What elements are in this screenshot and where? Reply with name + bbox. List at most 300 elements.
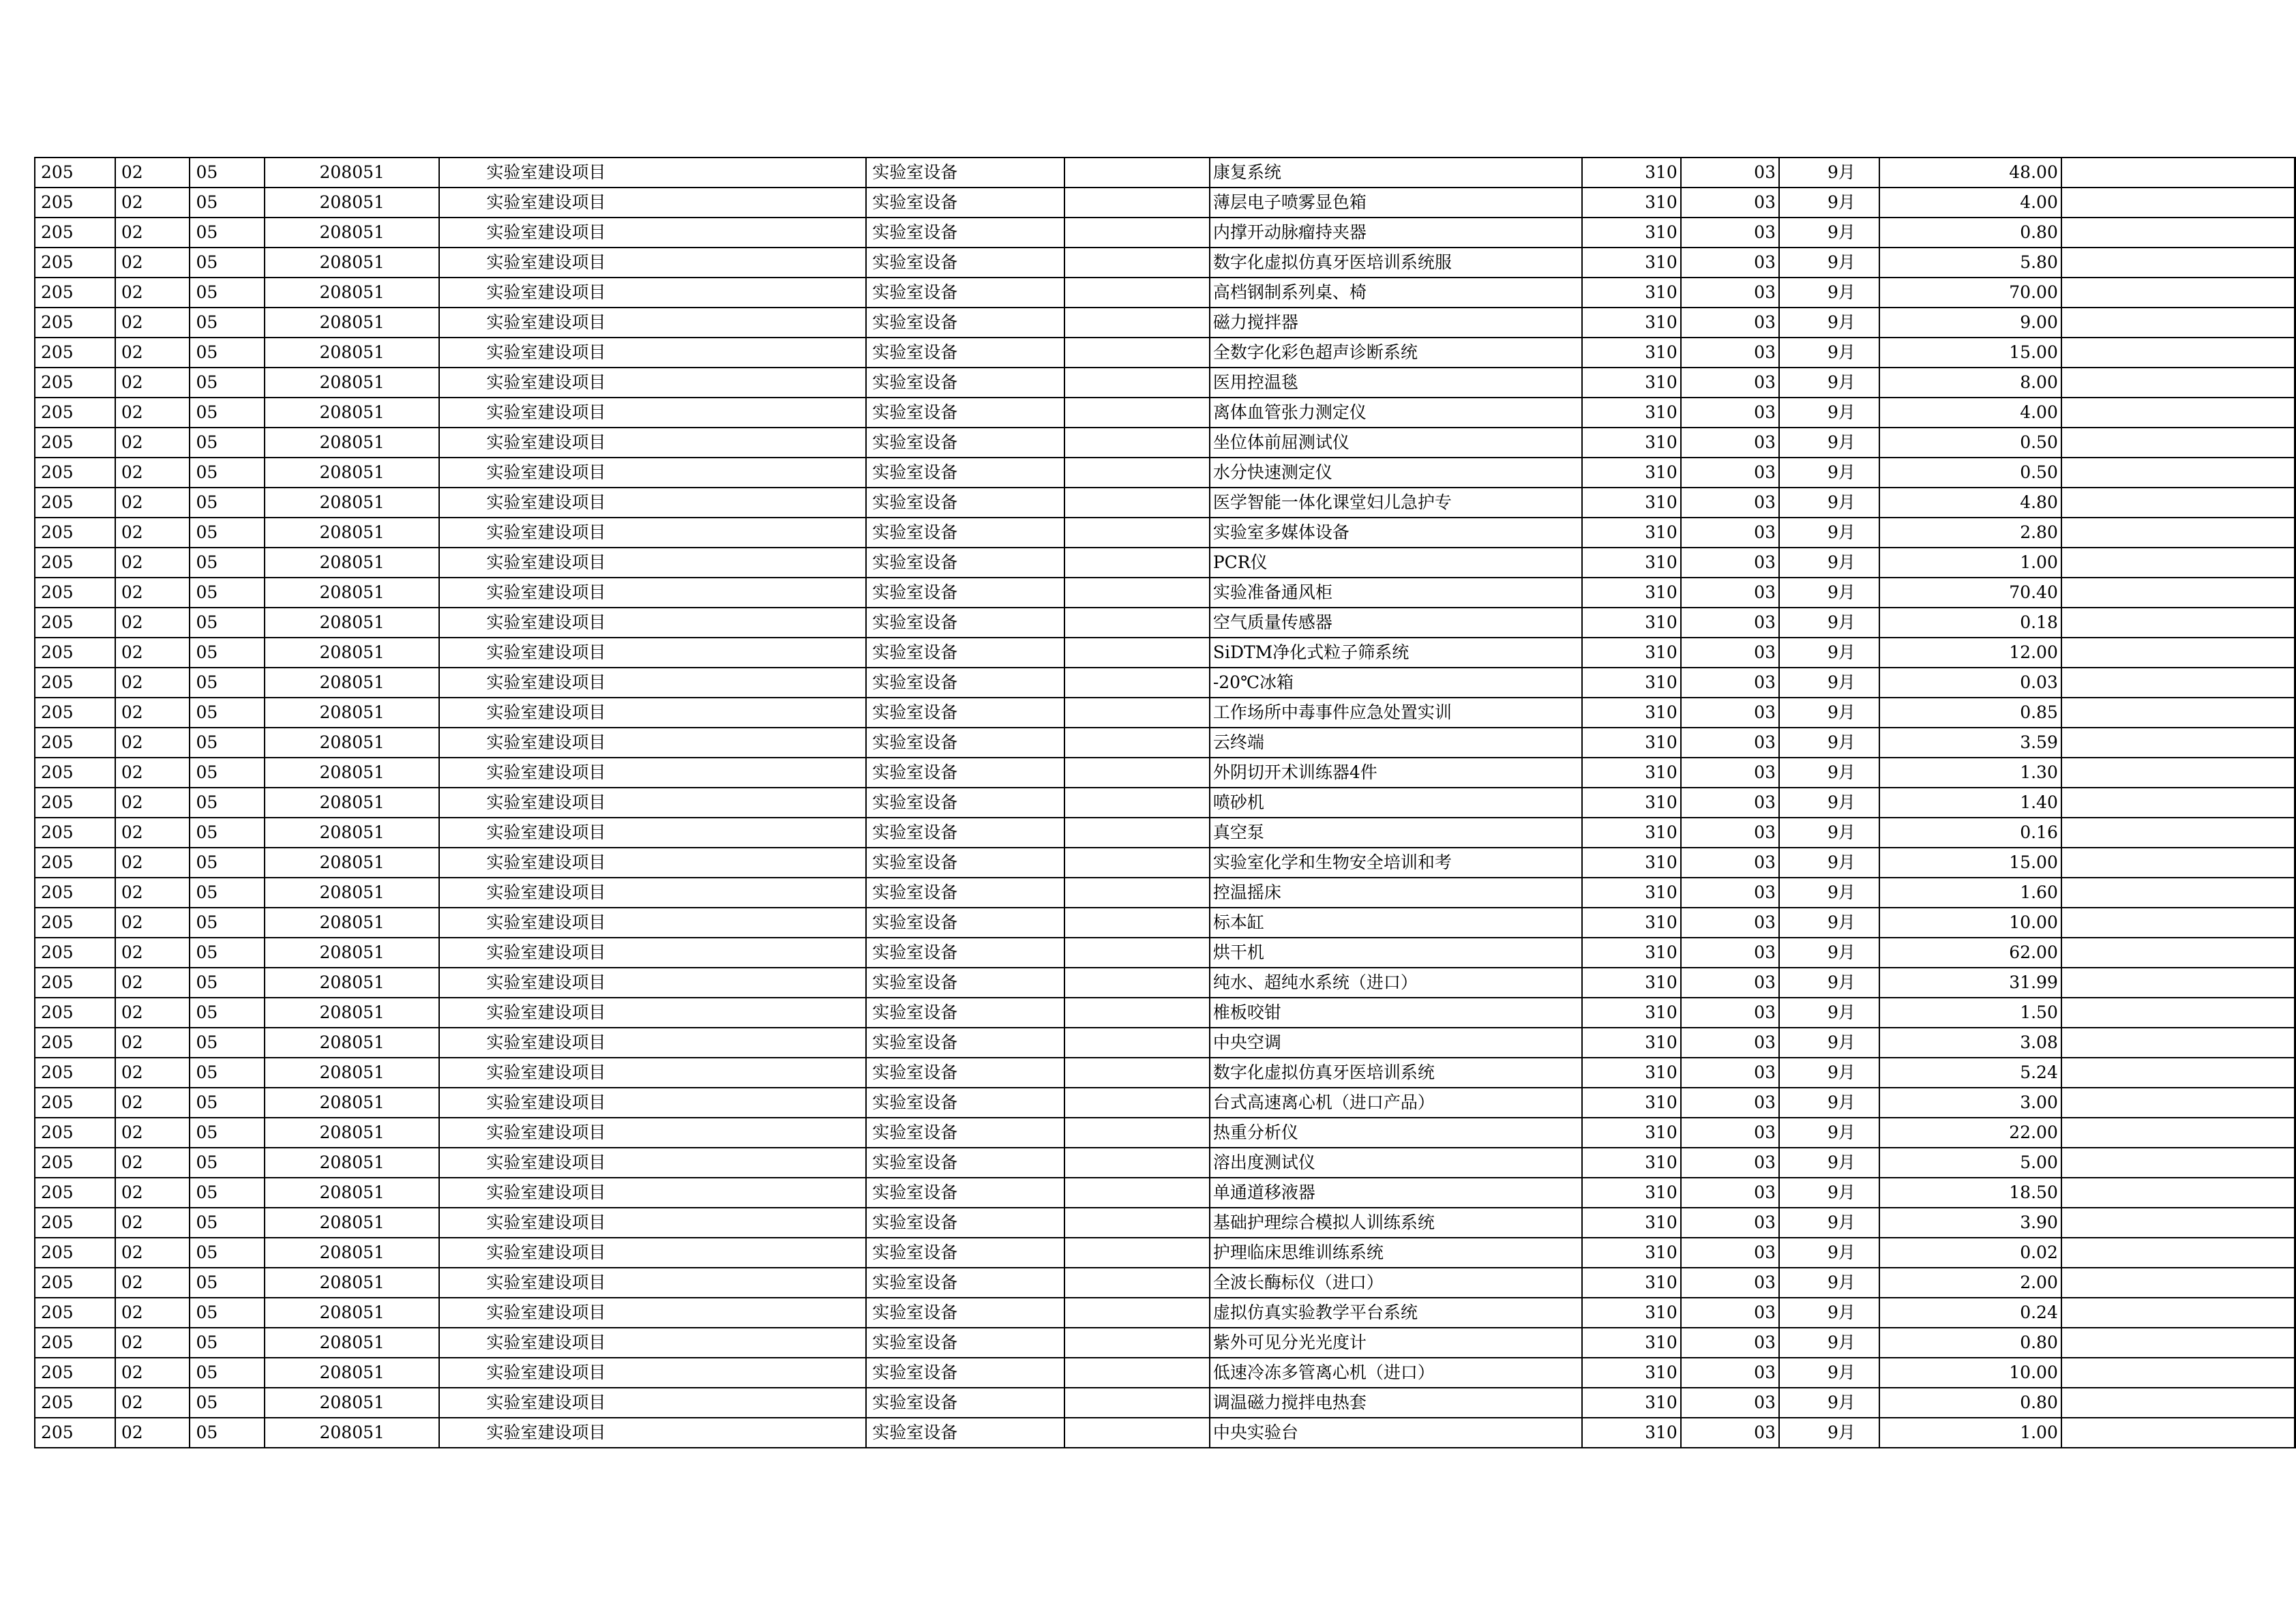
econ-sub-code-cell: 03: [1681, 1058, 1779, 1088]
item-code-cell: 05: [190, 1388, 265, 1418]
econ-sub-code-cell: 03: [1681, 1268, 1779, 1298]
econ-code-cell: 310: [1582, 1328, 1681, 1358]
spill-col-cell: [1455, 758, 1582, 788]
class-code-cell: 205: [35, 398, 115, 428]
table-row: [35, 1268, 2295, 1298]
spill-col-cell: [1455, 1148, 1582, 1178]
project-name-cell: 实验室建设项目: [439, 638, 866, 668]
class-code-cell: 205: [35, 758, 115, 788]
project-name-cell: 实验室建设项目: [439, 1148, 866, 1178]
equipment-name-cell: 实验室化学和生物安全培训和考: [1210, 848, 1455, 878]
equipment-name-cell: 全波长酶标仪（进口）: [1210, 1268, 1455, 1298]
table-row: [35, 758, 2295, 788]
econ-code-cell: 310: [1582, 218, 1681, 248]
econ-sub-code-cell: 03: [1681, 578, 1779, 608]
project-name-cell: 实验室建设项目: [439, 728, 866, 758]
remark-cell: [2061, 608, 2295, 638]
item-code-cell: 05: [190, 668, 265, 698]
blank-col-cell: [1064, 1418, 1209, 1448]
table-row: [35, 908, 2295, 938]
econ-sub-code-cell: 03: [1681, 818, 1779, 848]
blank-col-cell: [1064, 818, 1209, 848]
type-code-cell: 02: [115, 488, 190, 518]
type-code-cell: 02: [115, 728, 190, 758]
amount-cell: 8.00: [1879, 368, 2061, 398]
type-code-cell: 02: [115, 818, 190, 848]
project-name-cell: 实验室建设项目: [439, 1418, 866, 1448]
type-code-cell: 02: [115, 878, 190, 908]
econ-code-cell: 310: [1582, 998, 1681, 1028]
project-name-cell: 实验室建设项目: [439, 1298, 866, 1328]
table-row: [35, 248, 2295, 278]
econ-sub-code-cell: 03: [1681, 218, 1779, 248]
econ-sub-code-cell: 03: [1681, 1118, 1779, 1148]
class-code-cell: 205: [35, 1388, 115, 1418]
item-code-cell: 05: [190, 1028, 265, 1058]
amount-cell: 15.00: [1879, 338, 2061, 368]
item-code-cell: 05: [190, 458, 265, 488]
remark-cell: [2061, 548, 2295, 578]
econ-sub-code-cell: 03: [1681, 548, 1779, 578]
type-code-cell: 02: [115, 1328, 190, 1358]
remark-cell: [2061, 1388, 2295, 1418]
table-row: [35, 428, 2295, 458]
amount-cell: 31.99: [1879, 968, 2061, 998]
econ-code-cell: 310: [1582, 1388, 1681, 1418]
item-code-cell: 05: [190, 548, 265, 578]
spill-col-cell: [1455, 638, 1582, 668]
subject-code-cell: 208051: [265, 1328, 439, 1358]
category-cell: 实验室设备: [866, 218, 1064, 248]
amount-cell: 1.50: [1879, 998, 2061, 1028]
month-cell: 9月: [1779, 518, 1879, 548]
category-cell: 实验室设备: [866, 968, 1064, 998]
econ-code-cell: 310: [1582, 428, 1681, 458]
equipment-name-cell: 薄层电子喷雾显色箱: [1210, 188, 1455, 218]
equipment-name-cell: 虚拟仿真实验教学平台系统: [1210, 1298, 1455, 1328]
type-code-cell: 02: [115, 1028, 190, 1058]
equipment-name-cell: 实验准备通风柜: [1210, 578, 1455, 608]
remark-cell: [2061, 308, 2295, 338]
class-code-cell: 205: [35, 1148, 115, 1178]
category-cell: 实验室设备: [866, 1148, 1064, 1178]
table-row: [35, 698, 2295, 728]
subject-code-cell: 208051: [265, 398, 439, 428]
equipment-name-cell: SiDTM净化式粒子筛系统: [1210, 638, 1455, 668]
econ-code-cell: 310: [1582, 488, 1681, 518]
econ-code-cell: 310: [1582, 968, 1681, 998]
project-name-cell: 实验室建设项目: [439, 1268, 866, 1298]
category-cell: 实验室设备: [866, 1268, 1064, 1298]
type-code-cell: 02: [115, 1388, 190, 1418]
month-cell: 9月: [1779, 1418, 1879, 1448]
spill-col-cell: [1455, 1028, 1582, 1058]
econ-sub-code-cell: 03: [1681, 368, 1779, 398]
spill-col-cell: [1455, 218, 1582, 248]
blank-col-cell: [1064, 338, 1209, 368]
spill-col-cell: [1455, 908, 1582, 938]
subject-code-cell: 208051: [265, 938, 439, 968]
item-code-cell: 05: [190, 578, 265, 608]
spill-col-cell: [1455, 818, 1582, 848]
spill-col-cell: [1455, 398, 1582, 428]
project-name-cell: 实验室建设项目: [439, 338, 866, 368]
type-code-cell: 02: [115, 1118, 190, 1148]
class-code-cell: 205: [35, 278, 115, 308]
equipment-name-cell: 实验室多媒体设备: [1210, 518, 1455, 548]
month-cell: 9月: [1779, 878, 1879, 908]
item-code-cell: 05: [190, 1118, 265, 1148]
item-code-cell: 05: [190, 428, 265, 458]
econ-sub-code-cell: 03: [1681, 908, 1779, 938]
equipment-name-cell: 热重分析仪: [1210, 1118, 1455, 1148]
spill-col-cell: [1455, 938, 1582, 968]
item-code-cell: 05: [190, 758, 265, 788]
item-code-cell: 05: [190, 818, 265, 848]
econ-code-cell: 310: [1582, 1058, 1681, 1088]
amount-cell: 1.30: [1879, 758, 2061, 788]
subject-code-cell: 208051: [265, 1418, 439, 1448]
amount-cell: 0.18: [1879, 608, 2061, 638]
blank-col-cell: [1064, 878, 1209, 908]
subject-code-cell: 208051: [265, 788, 439, 818]
item-code-cell: 05: [190, 728, 265, 758]
spill-col-cell: [1455, 788, 1582, 818]
month-cell: 9月: [1779, 848, 1879, 878]
amount-cell: 1.00: [1879, 1418, 2061, 1448]
remark-cell: [2061, 668, 2295, 698]
type-code-cell: 02: [115, 1418, 190, 1448]
category-cell: 实验室设备: [866, 338, 1064, 368]
amount-cell: 0.80: [1879, 1328, 2061, 1358]
remark-cell: [2061, 968, 2295, 998]
subject-code-cell: 208051: [265, 698, 439, 728]
item-code-cell: 05: [190, 1268, 265, 1298]
subject-code-cell: 208051: [265, 1058, 439, 1088]
remark-cell: [2061, 518, 2295, 548]
blank-col-cell: [1064, 848, 1209, 878]
class-code-cell: 205: [35, 1238, 115, 1268]
amount-cell: 2.80: [1879, 518, 2061, 548]
item-code-cell: 05: [190, 368, 265, 398]
econ-code-cell: 310: [1582, 1268, 1681, 1298]
equipment-name-cell: 中央空调: [1210, 1028, 1455, 1058]
class-code-cell: 205: [35, 788, 115, 818]
item-code-cell: 05: [190, 1298, 265, 1328]
category-cell: 实验室设备: [866, 188, 1064, 218]
amount-cell: 1.00: [1879, 548, 2061, 578]
remark-cell: [2061, 848, 2295, 878]
month-cell: 9月: [1779, 1058, 1879, 1088]
table-row: [35, 218, 2295, 248]
blank-col-cell: [1064, 398, 1209, 428]
blank-col-cell: [1064, 1208, 1209, 1238]
month-cell: 9月: [1779, 1298, 1879, 1328]
blank-col-cell: [1064, 1358, 1209, 1388]
type-code-cell: 02: [115, 398, 190, 428]
blank-col-cell: [1064, 1388, 1209, 1418]
item-code-cell: 05: [190, 1088, 265, 1118]
blank-col-cell: [1064, 248, 1209, 278]
remark-cell: [2061, 368, 2295, 398]
econ-sub-code-cell: 03: [1681, 608, 1779, 638]
class-code-cell: 205: [35, 908, 115, 938]
class-code-cell: 205: [35, 848, 115, 878]
category-cell: 实验室设备: [866, 818, 1064, 848]
amount-cell: 0.80: [1879, 1388, 2061, 1418]
spill-col-cell: [1455, 1058, 1582, 1088]
table-row: [35, 188, 2295, 218]
econ-code-cell: 310: [1582, 668, 1681, 698]
project-name-cell: 实验室建设项目: [439, 518, 866, 548]
category-cell: 实验室设备: [866, 308, 1064, 338]
econ-code-cell: 310: [1582, 1148, 1681, 1178]
spill-col-cell: [1455, 1208, 1582, 1238]
remark-cell: [2061, 938, 2295, 968]
type-code-cell: 02: [115, 788, 190, 818]
table-row: [35, 938, 2295, 968]
category-cell: 实验室设备: [866, 518, 1064, 548]
project-name-cell: 实验室建设项目: [439, 998, 866, 1028]
equipment-name-cell: 数字化虚拟仿真牙医培训系统服: [1210, 248, 1455, 278]
spill-col-cell: [1455, 1358, 1582, 1388]
class-code-cell: 205: [35, 1418, 115, 1448]
class-code-cell: 205: [35, 158, 115, 188]
subject-code-cell: 208051: [265, 338, 439, 368]
blank-col-cell: [1064, 488, 1209, 518]
item-code-cell: 05: [190, 278, 265, 308]
type-code-cell: 02: [115, 308, 190, 338]
class-code-cell: 205: [35, 1358, 115, 1388]
amount-cell: 0.24: [1879, 1298, 2061, 1328]
item-code-cell: 05: [190, 398, 265, 428]
category-cell: 实验室设备: [866, 158, 1064, 188]
subject-code-cell: 208051: [265, 218, 439, 248]
spill-col-cell: [1455, 188, 1582, 218]
project-name-cell: 实验室建设项目: [439, 668, 866, 698]
table-row: [35, 1298, 2295, 1328]
project-name-cell: 实验室建设项目: [439, 308, 866, 338]
project-name-cell: 实验室建设项目: [439, 848, 866, 878]
project-name-cell: 实验室建设项目: [439, 788, 866, 818]
class-code-cell: 205: [35, 428, 115, 458]
item-code-cell: 05: [190, 218, 265, 248]
remark-cell: [2061, 188, 2295, 218]
month-cell: 9月: [1779, 278, 1879, 308]
equipment-name-cell: 坐位体前屈测试仪: [1210, 428, 1455, 458]
equipment-name-cell: -20℃冰箱: [1210, 668, 1455, 698]
amount-cell: 10.00: [1879, 1358, 2061, 1388]
table-row: [35, 818, 2295, 848]
subject-code-cell: 208051: [265, 1268, 439, 1298]
type-code-cell: 02: [115, 548, 190, 578]
month-cell: 9月: [1779, 938, 1879, 968]
econ-code-cell: 310: [1582, 788, 1681, 818]
project-name-cell: 实验室建设项目: [439, 1178, 866, 1208]
remark-cell: [2061, 428, 2295, 458]
category-cell: 实验室设备: [866, 1088, 1064, 1118]
table-row: [35, 1328, 2295, 1358]
equipment-name-cell: 高档钢制系列桌、椅: [1210, 278, 1455, 308]
remark-cell: [2061, 1208, 2295, 1238]
class-code-cell: 205: [35, 938, 115, 968]
amount-cell: 9.00: [1879, 308, 2061, 338]
category-cell: 实验室设备: [866, 878, 1064, 908]
table-row: [35, 1088, 2295, 1118]
category-cell: 实验室设备: [866, 1388, 1064, 1418]
econ-code-cell: 310: [1582, 278, 1681, 308]
month-cell: 9月: [1779, 1388, 1879, 1418]
type-code-cell: 02: [115, 158, 190, 188]
equipment-name-cell: 喷砂机: [1210, 788, 1455, 818]
month-cell: 9月: [1779, 158, 1879, 188]
spill-col-cell: [1455, 158, 1582, 188]
equipment-name-cell: 单通道移液器: [1210, 1178, 1455, 1208]
blank-col-cell: [1064, 428, 1209, 458]
month-cell: 9月: [1779, 1148, 1879, 1178]
econ-sub-code-cell: 03: [1681, 1388, 1779, 1418]
class-code-cell: 205: [35, 338, 115, 368]
category-cell: 实验室设备: [866, 1118, 1064, 1148]
type-code-cell: 02: [115, 458, 190, 488]
remark-cell: [2061, 278, 2295, 308]
type-code-cell: 02: [115, 368, 190, 398]
econ-sub-code-cell: 03: [1681, 1418, 1779, 1448]
equipment-name-cell: 工作场所中毒事件应急处置实训: [1210, 698, 1455, 728]
econ-sub-code-cell: 03: [1681, 248, 1779, 278]
remark-cell: [2061, 728, 2295, 758]
table-row: [35, 368, 2295, 398]
type-code-cell: 02: [115, 518, 190, 548]
remark-cell: [2061, 338, 2295, 368]
item-code-cell: 05: [190, 698, 265, 728]
amount-cell: 10.00: [1879, 908, 2061, 938]
blank-col-cell: [1064, 728, 1209, 758]
remark-cell: [2061, 758, 2295, 788]
econ-code-cell: 310: [1582, 1418, 1681, 1448]
project-name-cell: 实验室建设项目: [439, 188, 866, 218]
blank-col-cell: [1064, 518, 1209, 548]
equipment-name-cell: 外阴切开术训练器4件: [1210, 758, 1455, 788]
econ-sub-code-cell: 03: [1681, 188, 1779, 218]
table-row: [35, 998, 2295, 1028]
blank-col-cell: [1064, 998, 1209, 1028]
class-code-cell: 205: [35, 1208, 115, 1238]
category-cell: 实验室设备: [866, 668, 1064, 698]
table-row: [35, 668, 2295, 698]
econ-code-cell: 310: [1582, 848, 1681, 878]
econ-sub-code-cell: 03: [1681, 1298, 1779, 1328]
table-row: [35, 1388, 2295, 1418]
amount-cell: 5.80: [1879, 248, 2061, 278]
blank-col-cell: [1064, 698, 1209, 728]
equipment-name-cell: 离体血管张力测定仪: [1210, 398, 1455, 428]
blank-col-cell: [1064, 188, 1209, 218]
project-name-cell: 实验室建设项目: [439, 1358, 866, 1388]
month-cell: 9月: [1779, 1118, 1879, 1148]
econ-code-cell: 310: [1582, 818, 1681, 848]
project-name-cell: 实验室建设项目: [439, 488, 866, 518]
type-code-cell: 02: [115, 1178, 190, 1208]
econ-code-cell: 310: [1582, 908, 1681, 938]
remark-cell: [2061, 1088, 2295, 1118]
month-cell: 9月: [1779, 548, 1879, 578]
month-cell: 9月: [1779, 1268, 1879, 1298]
remark-cell: [2061, 248, 2295, 278]
remark-cell: [2061, 1178, 2295, 1208]
month-cell: 9月: [1779, 1028, 1879, 1058]
econ-sub-code-cell: 03: [1681, 848, 1779, 878]
table-row: [35, 638, 2295, 668]
remark-cell: [2061, 1118, 2295, 1148]
class-code-cell: 205: [35, 578, 115, 608]
item-code-cell: 05: [190, 518, 265, 548]
econ-code-cell: 310: [1582, 1118, 1681, 1148]
month-cell: 9月: [1779, 1208, 1879, 1238]
type-code-cell: 02: [115, 1058, 190, 1088]
econ-code-cell: 310: [1582, 548, 1681, 578]
equipment-name-cell: 基础护理综合模拟人训练系统: [1210, 1208, 1455, 1238]
econ-sub-code-cell: 03: [1681, 428, 1779, 458]
project-name-cell: 实验室建设项目: [439, 458, 866, 488]
table-row: [35, 608, 2295, 638]
type-code-cell: 02: [115, 278, 190, 308]
class-code-cell: 205: [35, 968, 115, 998]
category-cell: 实验室设备: [866, 1358, 1064, 1388]
subject-code-cell: 208051: [265, 878, 439, 908]
table-row: [35, 308, 2295, 338]
blank-col-cell: [1064, 938, 1209, 968]
equipment-name-cell: 水分快速测定仪: [1210, 458, 1455, 488]
item-code-cell: 05: [190, 308, 265, 338]
category-cell: 实验室设备: [866, 1208, 1064, 1238]
class-code-cell: 205: [35, 608, 115, 638]
spill-col-cell: [1455, 1388, 1582, 1418]
blank-col-cell: [1064, 278, 1209, 308]
subject-code-cell: 208051: [265, 158, 439, 188]
blank-col-cell: [1064, 1238, 1209, 1268]
blank-col-cell: [1064, 788, 1209, 818]
month-cell: 9月: [1779, 1238, 1879, 1268]
amount-cell: 3.59: [1879, 728, 2061, 758]
spill-col-cell: [1455, 878, 1582, 908]
equipment-name-cell: 纯水、超纯水系统（进口）: [1210, 968, 1455, 998]
subject-code-cell: 208051: [265, 998, 439, 1028]
subject-code-cell: 208051: [265, 488, 439, 518]
table-row: [35, 788, 2295, 818]
amount-cell: 4.80: [1879, 488, 2061, 518]
table-row: [35, 728, 2295, 758]
month-cell: 9月: [1779, 428, 1879, 458]
class-code-cell: 205: [35, 698, 115, 728]
table-row: [35, 398, 2295, 428]
remark-cell: [2061, 578, 2295, 608]
category-cell: 实验室设备: [866, 1418, 1064, 1448]
econ-code-cell: 310: [1582, 308, 1681, 338]
subject-code-cell: 208051: [265, 428, 439, 458]
blank-col-cell: [1064, 758, 1209, 788]
remark-cell: [2061, 1058, 2295, 1088]
project-name-cell: 实验室建设项目: [439, 218, 866, 248]
equipment-name-cell: 磁力搅拌器: [1210, 308, 1455, 338]
type-code-cell: 02: [115, 338, 190, 368]
econ-sub-code-cell: 03: [1681, 938, 1779, 968]
remark-cell: [2061, 1148, 2295, 1178]
amount-cell: 18.50: [1879, 1178, 2061, 1208]
category-cell: 实验室设备: [866, 908, 1064, 938]
subject-code-cell: 208051: [265, 1028, 439, 1058]
spill-col-cell: [1455, 548, 1582, 578]
